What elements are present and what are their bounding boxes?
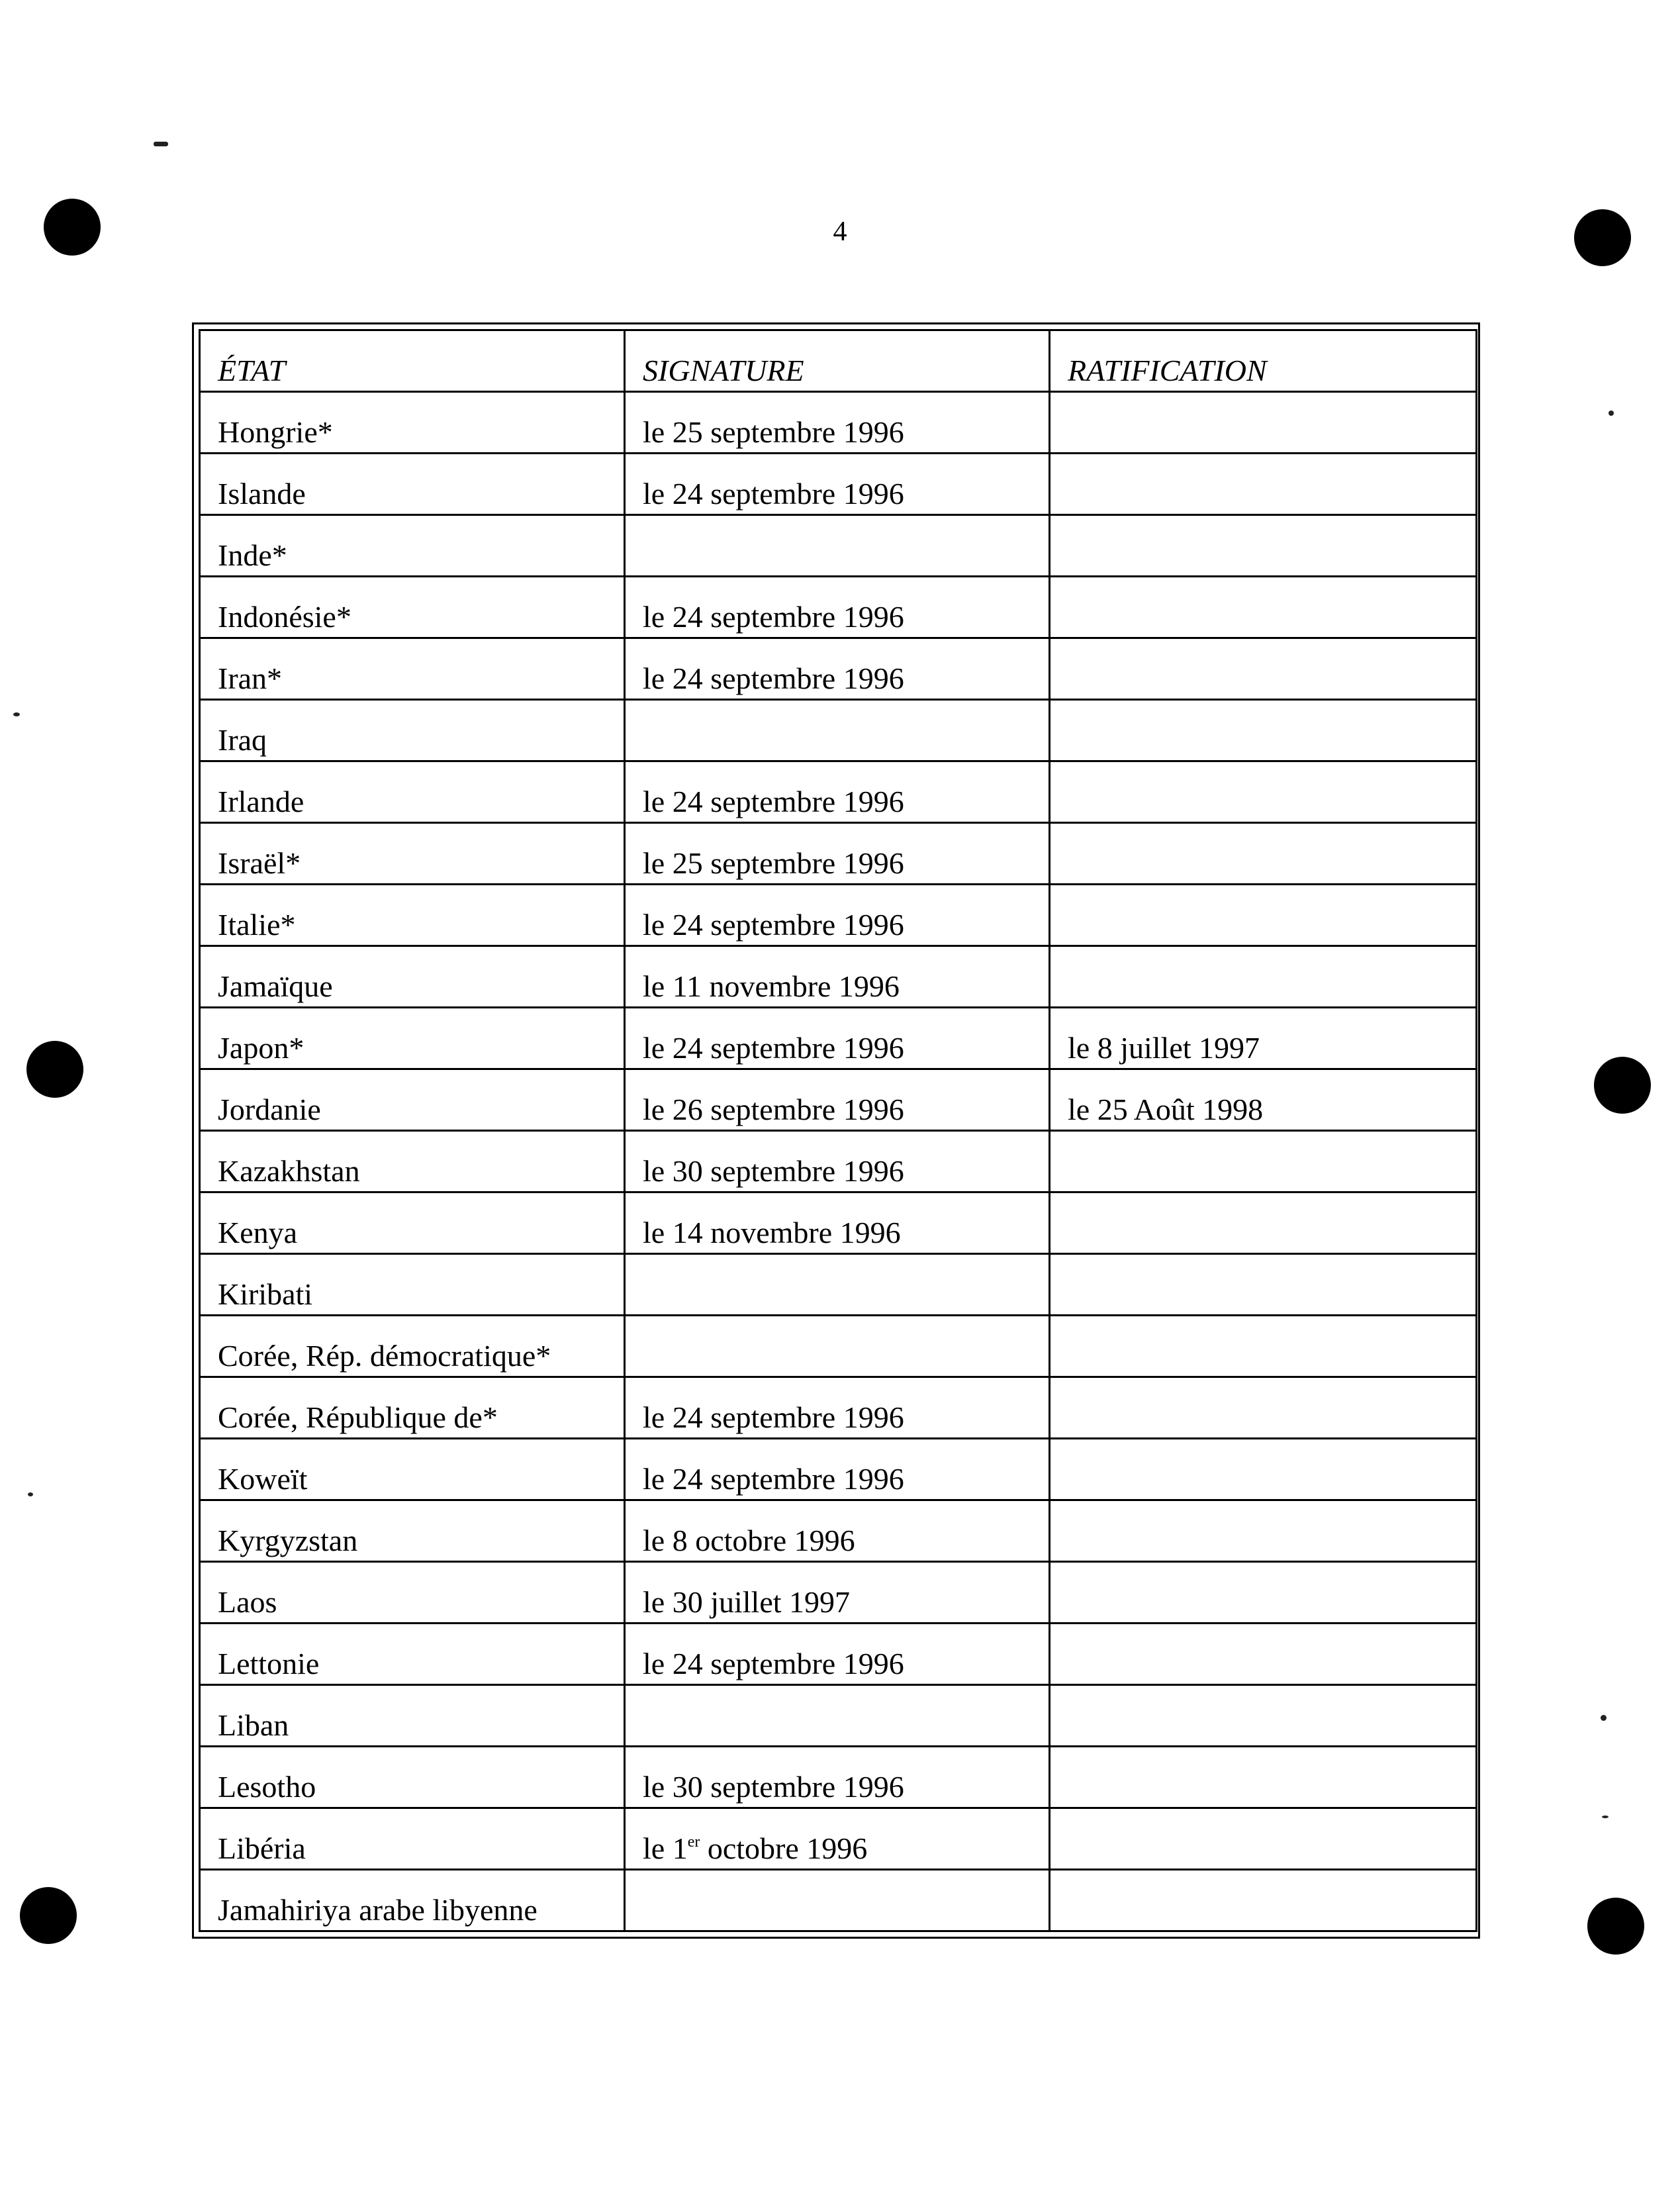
- state-cell: Islande: [200, 454, 625, 515]
- scan-speck: [154, 142, 168, 146]
- table-row: [200, 1624, 1477, 1685]
- signature-table: [199, 329, 1477, 1932]
- ratification-cell: [1050, 761, 1477, 823]
- table-row: [200, 1562, 1477, 1624]
- signature-text-suffix: octobre 1996: [700, 1831, 868, 1865]
- signature-cell: le 24 septembre 1996: [625, 1439, 1050, 1500]
- ratification-cell: [1050, 1870, 1477, 1931]
- signature-cell: le 24 septembre 1996: [625, 577, 1050, 638]
- table-header-row: [200, 330, 1477, 392]
- state-cell: Indonésie*: [200, 577, 625, 638]
- state-cell: Liban: [200, 1685, 625, 1747]
- state-cell: Libéria: [200, 1808, 625, 1870]
- ratification-cell: [1050, 1747, 1477, 1808]
- ratification-cell: [1050, 577, 1477, 638]
- ordinal-superscript: er: [687, 1833, 700, 1851]
- table-row: [200, 1377, 1477, 1439]
- signature-cell: le 24 septembre 1996: [625, 885, 1050, 946]
- signature-cell: le 30 septembre 1996: [625, 1747, 1050, 1808]
- signature-cell: le 14 novembre 1996: [625, 1192, 1050, 1254]
- signature-cell: le 26 septembre 1996: [625, 1069, 1050, 1131]
- signature-cell: le 30 juillet 1997: [625, 1562, 1050, 1624]
- table-row: [200, 1870, 1477, 1931]
- table-row: [200, 1008, 1477, 1069]
- signature-cell: le 24 septembre 1996: [625, 454, 1050, 515]
- ratification-cell: [1050, 1439, 1477, 1500]
- punch-hole-top-right: [1574, 209, 1631, 266]
- page-number: 4: [833, 217, 847, 247]
- ratification-cell: [1050, 946, 1477, 1008]
- ratification-cell: [1050, 1131, 1477, 1192]
- table-row: [200, 885, 1477, 946]
- signature-cell: [625, 1685, 1050, 1747]
- state-cell: Jamahiriya arabe libyenne: [200, 1870, 625, 1931]
- ratification-cell: [1050, 823, 1477, 885]
- punch-hole-middle-left: [26, 1041, 83, 1098]
- ratification-cell: le 8 juillet 1997: [1050, 1008, 1477, 1069]
- ratification-cell: [1050, 1562, 1477, 1624]
- scan-speck: [1601, 1715, 1607, 1721]
- table-row: [200, 1069, 1477, 1131]
- ratification-cell: [1050, 1500, 1477, 1562]
- ratification-cell: [1050, 1624, 1477, 1685]
- ratification-cell: [1050, 392, 1477, 454]
- ratification-cell: [1050, 638, 1477, 700]
- state-cell: Kenya: [200, 1192, 625, 1254]
- table-row: [200, 823, 1477, 885]
- ratification-cell: [1050, 885, 1477, 946]
- signature-cell: le 30 septembre 1996: [625, 1131, 1050, 1192]
- state-cell: Jamaïque: [200, 946, 625, 1008]
- table-row: [200, 1685, 1477, 1747]
- state-cell: Koweït: [200, 1439, 625, 1500]
- ratification-cell: [1050, 1685, 1477, 1747]
- signature-cell: le 24 septembre 1996: [625, 761, 1050, 823]
- signature-cell: le 24 septembre 1996: [625, 1377, 1050, 1439]
- table-row: [200, 1439, 1477, 1500]
- ratification-cell: [1050, 1377, 1477, 1439]
- state-cell: Kyrgyzstan: [200, 1500, 625, 1562]
- scan-speck: [1602, 1816, 1609, 1818]
- table-row: [200, 577, 1477, 638]
- signature-cell: [625, 1254, 1050, 1316]
- state-cell: Lesotho: [200, 1747, 625, 1808]
- scan-speck: [1609, 411, 1614, 416]
- state-cell: Irlande: [200, 761, 625, 823]
- table-row: [200, 1131, 1477, 1192]
- signature-cell: le 24 septembre 1996: [625, 1624, 1050, 1685]
- ratification-cell: [1050, 1808, 1477, 1870]
- table-row: [200, 1192, 1477, 1254]
- table-row: [200, 515, 1477, 577]
- state-cell: Japon*: [200, 1008, 625, 1069]
- ratification-cell: [1050, 1254, 1477, 1316]
- table-row: [200, 1500, 1477, 1562]
- table-row: [200, 700, 1477, 761]
- table-row: [200, 1808, 1477, 1870]
- table-row: [200, 1747, 1477, 1808]
- signature-cell: [625, 1808, 1050, 1870]
- signature-cell: le 11 novembre 1996: [625, 946, 1050, 1008]
- scan-speck: [28, 1492, 33, 1496]
- state-cell: Inde*: [200, 515, 625, 577]
- table-row: [200, 761, 1477, 823]
- table-row: [200, 1254, 1477, 1316]
- signature-cell: [625, 700, 1050, 761]
- ratification-cell: [1050, 700, 1477, 761]
- state-cell: Kiribati: [200, 1254, 625, 1316]
- header-signature: SIGNATURE: [625, 330, 1050, 392]
- signature-cell: le 25 septembre 1996: [625, 392, 1050, 454]
- state-cell: Italie*: [200, 885, 625, 946]
- signature-cell: le 24 septembre 1996: [625, 638, 1050, 700]
- state-cell: Lettonie: [200, 1624, 625, 1685]
- signature-cell: [625, 1870, 1050, 1931]
- table-row: [200, 454, 1477, 515]
- punch-hole-top-left: [44, 199, 101, 256]
- table-row: [200, 946, 1477, 1008]
- state-cell: Jordanie: [200, 1069, 625, 1131]
- punch-hole-bottom-right: [1587, 1898, 1644, 1955]
- signature-cell: [625, 1316, 1050, 1377]
- table-row: [200, 392, 1477, 454]
- signature-cell: le 24 septembre 1996: [625, 1008, 1050, 1069]
- header-ratification: RATIFICATION: [1050, 330, 1477, 392]
- signature-table-frame: [192, 322, 1480, 1939]
- header-state: ÉTAT: [200, 330, 625, 392]
- state-cell: Corée, Rép. démocratique*: [200, 1316, 625, 1377]
- state-cell: Kazakhstan: [200, 1131, 625, 1192]
- ratification-cell: [1050, 1192, 1477, 1254]
- table-row: [200, 1316, 1477, 1377]
- scan-speck: [13, 712, 20, 716]
- ratification-cell: [1050, 454, 1477, 515]
- signature-cell: [625, 515, 1050, 577]
- signature-cell: le 8 octobre 1996: [625, 1500, 1050, 1562]
- punch-hole-bottom-left: [20, 1887, 77, 1944]
- state-cell: Iran*: [200, 638, 625, 700]
- signature-cell: le 25 septembre 1996: [625, 823, 1050, 885]
- state-cell: Hongrie*: [200, 392, 625, 454]
- table-row: [200, 638, 1477, 700]
- ratification-cell: le 25 Août 1998: [1050, 1069, 1477, 1131]
- ratification-cell: [1050, 1316, 1477, 1377]
- signature-text-prefix: le 1: [643, 1831, 688, 1865]
- state-cell: Laos: [200, 1562, 625, 1624]
- ratification-cell: [1050, 515, 1477, 577]
- punch-hole-middle-right: [1594, 1057, 1651, 1114]
- state-cell: Iraq: [200, 700, 625, 761]
- state-cell: Corée, République de*: [200, 1377, 625, 1439]
- state-cell: Israël*: [200, 823, 625, 885]
